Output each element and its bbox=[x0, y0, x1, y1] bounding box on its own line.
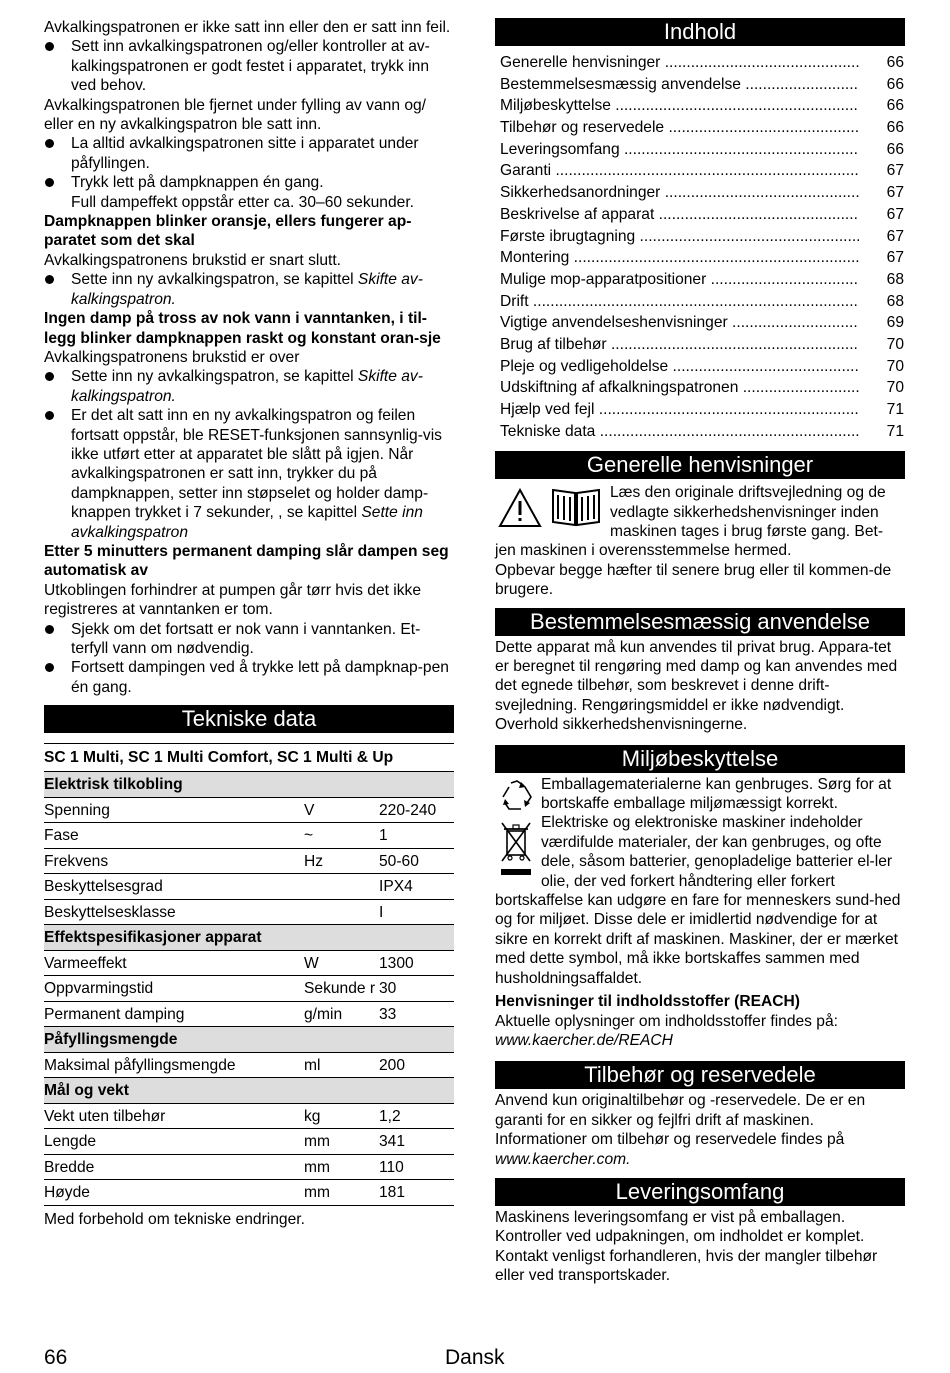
bullet-item bbox=[44, 37, 454, 95]
row-unit: mm bbox=[304, 1184, 330, 1202]
toc-page: 67 bbox=[886, 205, 904, 223]
table-row bbox=[44, 976, 454, 1002]
row-label: Bredde bbox=[44, 1158, 95, 1176]
body-text bbox=[44, 348, 454, 367]
header-label: Påfyllingsmengde bbox=[44, 1031, 178, 1049]
text-span: Fortsett dampingen ved å trykke lett på dampknap-pen én gang. bbox=[71, 659, 449, 696]
toc-entry[interactable] bbox=[495, 226, 905, 248]
tech-data-heading: Tekniske data bbox=[44, 705, 454, 733]
text-span: Utkoblingen forhindrer at pumpen går tørr hvis det ikke registreres at vanntanken er tom. bbox=[44, 581, 422, 619]
bullet-item bbox=[44, 658, 454, 697]
toc-entry[interactable] bbox=[495, 247, 905, 269]
toc-page: 68 bbox=[886, 292, 904, 310]
toc-entry[interactable] bbox=[495, 117, 905, 139]
bullet-item bbox=[44, 173, 454, 192]
toc-entry[interactable] bbox=[495, 204, 905, 226]
general-block bbox=[495, 483, 905, 541]
reach-heading: Henvisninger til indholdsstoffer (REACH) bbox=[495, 993, 800, 1011]
toc-page: 69 bbox=[886, 314, 904, 332]
table-row bbox=[44, 823, 454, 849]
problem-heading bbox=[44, 542, 454, 581]
text-span: La alltid avkalkingspatronen sitte i apparatet under påfyllingen. bbox=[71, 135, 419, 172]
table-row bbox=[44, 1002, 454, 1028]
toc-title: Vigtige anvendelseshenvisninger ..... bbox=[500, 312, 859, 334]
table-row bbox=[44, 1155, 454, 1181]
toc-page: 67 bbox=[886, 184, 904, 202]
toc-entry[interactable] bbox=[495, 269, 905, 291]
header-label: Effektspesifikasjoner apparat bbox=[44, 929, 262, 947]
row-unit: V bbox=[304, 801, 315, 819]
toc-title: Generelle henvisninger ..... bbox=[500, 52, 859, 74]
bullet-item bbox=[44, 620, 454, 659]
toc-heading: Indhold bbox=[495, 18, 905, 46]
row-label: Varmeeffekt bbox=[44, 954, 127, 972]
table-row bbox=[44, 849, 454, 875]
row-label: Maksimal påfyllingsmengde bbox=[44, 1056, 236, 1074]
toc-page: 66 bbox=[886, 119, 904, 137]
toc-page: 66 bbox=[886, 75, 904, 93]
reach-text: Aktuelle oplysninger om indholdsstoffer findes på: bbox=[495, 1012, 838, 1030]
toc-entry[interactable] bbox=[495, 399, 905, 421]
environment-block bbox=[495, 775, 905, 1051]
text-span: Etter 5 minutters permanent damping slår dampen seg automatisk av bbox=[44, 542, 449, 580]
table-row bbox=[44, 900, 454, 926]
row-value: IPX4 bbox=[379, 878, 413, 896]
body-text bbox=[44, 96, 454, 135]
row-value: I bbox=[379, 903, 384, 921]
table-section-header bbox=[44, 925, 454, 951]
text-span: Dampknappen blinker oransje, ellers fungerer ap-paratet som det skal bbox=[44, 213, 412, 250]
row-label: Vekt uten tilbehør bbox=[44, 1107, 166, 1125]
general-text-2: jen maskinen i overensstemmelse hermed. bbox=[495, 542, 792, 560]
reach-link[interactable]: www.kaercher.de/REACH bbox=[495, 1031, 673, 1049]
text-span: Avkalkingspatronen ble fjernet under fylling av vann og/ eller en ny avkalkingspatron ble satt inn. bbox=[44, 96, 427, 134]
body-text bbox=[44, 581, 454, 620]
row-value: 341 bbox=[379, 1133, 406, 1151]
toc-entry[interactable] bbox=[495, 291, 905, 313]
warning-icon bbox=[498, 488, 542, 528]
bullet-item bbox=[44, 134, 454, 173]
intended-use-heading: Bestemmelsesmæssig anvendelse bbox=[495, 608, 905, 636]
indented-text bbox=[44, 193, 454, 212]
table-row bbox=[44, 1180, 454, 1206]
table-row bbox=[44, 1053, 454, 1079]
row-value: 220-240 bbox=[379, 801, 437, 819]
text-span: Er det alt satt inn en ny avkalkingspatron og feilen fortsatt oppstår, ble RESET-funksjonen sannsynlig-vis ikke utført etter at apparatet ble slått på igjen. Når avkalkingspatronen er satt inn, trykker du på dampknappen, setter inn støpselet og holder damp-knappen trykket i 7 sekunder, , se kapittel bbox=[71, 407, 442, 522]
toc-entry[interactable] bbox=[495, 139, 905, 161]
row-unit: ~ bbox=[304, 827, 314, 845]
toc-title: Brug af tilbehør ..... bbox=[500, 334, 859, 356]
footer-language: Dansk bbox=[445, 1346, 505, 1369]
row-value: 1,2 bbox=[379, 1107, 401, 1125]
toc-entry[interactable] bbox=[495, 377, 905, 399]
text-span: Avkalkingspatronens brukstid er snart slutt. bbox=[44, 251, 342, 269]
toc-title: Mulige mop-apparatpositioner ..... bbox=[500, 269, 859, 291]
accessories-link[interactable]: www.kaercher.com. bbox=[495, 1150, 631, 1168]
row-unit bbox=[304, 903, 379, 925]
table-row bbox=[44, 1104, 454, 1130]
toc-entry[interactable] bbox=[495, 74, 905, 96]
row-label: Frekvens bbox=[44, 852, 109, 870]
table-row bbox=[44, 951, 454, 977]
row-value: 30 bbox=[379, 980, 397, 998]
chapter-reference: Sette inn avkalkingspatron bbox=[71, 504, 423, 541]
problem-heading bbox=[44, 212, 454, 251]
toc-page: 71 bbox=[886, 401, 904, 418]
text-span: Ingen damp på tross av nok vann i vanntanken, i til-legg blinker dampknappen raskt og konstant oran-sje bbox=[44, 310, 441, 347]
tech-data-table bbox=[44, 743, 454, 1206]
text-span: Trykk lett på dampknappen én gang. bbox=[71, 174, 324, 192]
table-note: Med forbehold om tekniske endringer. bbox=[44, 1210, 305, 1228]
table-row bbox=[44, 798, 454, 824]
row-unit bbox=[304, 877, 379, 899]
toc-page: 66 bbox=[886, 54, 904, 71]
table-section-header bbox=[44, 1078, 454, 1104]
text-span: Sjekk om det fortsatt er nok vann i vanntanken. Et-terfyll vann om nødvendig. bbox=[71, 620, 421, 657]
toc-entry[interactable] bbox=[495, 52, 905, 74]
bullet-item bbox=[44, 367, 454, 406]
row-unit: kg bbox=[304, 1107, 321, 1125]
toc-title: Udskiftning af afkalkningspatronen ..... bbox=[500, 377, 859, 399]
scope-heading: Leveringsomfang bbox=[495, 1178, 905, 1206]
row-value: 110 bbox=[379, 1158, 404, 1176]
row-value: 1 bbox=[379, 827, 388, 845]
row-unit: Hz bbox=[304, 852, 324, 870]
toc-entry[interactable] bbox=[495, 421, 905, 443]
body-text bbox=[44, 18, 454, 37]
toc-entry[interactable] bbox=[495, 334, 905, 356]
manual-book-icon bbox=[550, 485, 602, 527]
accessories-heading: Tilbehør og reservedele bbox=[495, 1061, 905, 1089]
toc-title: Leveringsomfang ..... bbox=[500, 139, 859, 161]
row-unit: g/min bbox=[304, 1005, 343, 1023]
row-label: Beskyttelsesklasse bbox=[44, 903, 176, 921]
row-unit: Sekunde r bbox=[304, 980, 376, 998]
chapter-reference: Skifte av-kalkingspatron. bbox=[71, 368, 423, 405]
row-label: Permanent damping bbox=[44, 1005, 185, 1023]
toc-entry[interactable] bbox=[495, 356, 905, 378]
toc-page: 66 bbox=[886, 140, 904, 158]
toc-entry[interactable] bbox=[495, 312, 905, 334]
toc-page: 68 bbox=[886, 270, 904, 288]
intended-use-text: Dette apparat må kun anvendes til privat brug. Appara-tet er beregnet til rengøring med damp og kan anvendes med det egnede tilbehør, som beskrevet i denne drift-svejledning. Rengøringsmiddel er ikke nødvendigt. Overhold sikkerhedshenvisningerne. bbox=[495, 638, 898, 734]
text-span: Full dampeffekt oppstår etter ca. 30–60 sekunder. bbox=[71, 193, 414, 211]
toc-page: 71 bbox=[886, 422, 904, 440]
right-column bbox=[495, 18, 905, 1286]
toc-page: 70 bbox=[886, 357, 904, 375]
toc-title: Miljøbeskyttelse ..... bbox=[500, 95, 859, 117]
row-value: 33 bbox=[379, 1005, 397, 1023]
table-of-contents bbox=[495, 52, 905, 442]
toc-page: 66 bbox=[886, 97, 904, 115]
row-value: 1300 bbox=[379, 954, 414, 972]
row-label: Oppvarmingstid bbox=[44, 980, 154, 998]
row-label: Lengde bbox=[44, 1133, 97, 1151]
troubleshooting-text bbox=[44, 18, 454, 697]
left-column bbox=[44, 18, 454, 1229]
toc-title: Drift ..... bbox=[500, 291, 859, 313]
general-heading: Generelle henvisninger bbox=[495, 451, 905, 479]
text-span: Sette inn ny avkalkingspatron, se kapittel bbox=[71, 368, 358, 386]
toc-page: 67 bbox=[886, 227, 904, 245]
text-span: Sette inn ny avkalkingspatron, se kapittel bbox=[71, 271, 358, 289]
page-number: 66 bbox=[44, 1346, 68, 1369]
toc-page: 70 bbox=[886, 335, 904, 353]
row-value: 200 bbox=[379, 1056, 406, 1074]
toc-entry[interactable] bbox=[495, 182, 905, 204]
toc-entry[interactable] bbox=[495, 160, 905, 182]
toc-title: Pleje og vedligeholdelse ..... bbox=[500, 356, 859, 378]
body-text bbox=[44, 251, 454, 270]
table-row bbox=[44, 874, 454, 900]
header-label: Mål og vekt bbox=[44, 1082, 129, 1100]
row-unit: mm bbox=[304, 1133, 330, 1151]
toc-title: Første ibrugtagning ..... bbox=[500, 226, 859, 248]
toc-title: Montering ..... bbox=[500, 247, 859, 269]
toc-title: Hjælp ved fejl ..... bbox=[500, 399, 859, 421]
weee-text-continued: bortskaffelse kan udgøre en fare for menneskers sund-hed og for miljøet. Disse dele er imidlertid nødvendige for at sikre en korrekt drift af maskinen. Maskiner, der er mærket med dette symbol, må ikke bortskaffes sammen med husholdningsaffaldet. bbox=[495, 892, 901, 987]
toc-page: 67 bbox=[886, 162, 904, 180]
row-value: 50-60 bbox=[379, 852, 419, 870]
general-text-1: Læs den originale driftsvejledning og de vedlagte sikkerhedshenvisninger inden maskinen tages i brug første gang. Bet- bbox=[610, 484, 886, 541]
row-unit: mm bbox=[304, 1158, 330, 1176]
toc-title: Tekniske data ..... bbox=[500, 421, 859, 443]
bullet-item bbox=[44, 406, 454, 542]
scope-text: Maskinens leveringsomfang er vist på emballagen. Kontroller ved udpakningen, om indholdet er komplet. Kontakt venligst forhandleren, hvis der mangler tilbehør eller ved transportskader. bbox=[495, 1208, 878, 1285]
table-section-header bbox=[44, 1027, 454, 1053]
general-text-3: Opbevar begge hæfter til senere brug eller til kommen-de brugere. bbox=[495, 561, 892, 599]
table-model-header bbox=[44, 744, 454, 772]
text-span: Sett inn avkalkingspatronen og/eller kontroller at av-kalkingspatronen er godt festet i apparatet, trykk inn ved behov. bbox=[71, 38, 430, 95]
row-unit: ml bbox=[304, 1056, 321, 1074]
environment-heading: Miljøbeskyttelse bbox=[495, 745, 905, 773]
table-row bbox=[44, 1129, 454, 1155]
recycle-text: Emballagematerialerne kan genbruges. Sørg for at bortskaffe emballage miljømæssigt korrekt. bbox=[541, 775, 892, 813]
accessories-text: Anvend kun originaltilbehør og -reservedele. De er en garanti for en sikker og fejlfri drift af maskinen. Informationer om tilbehør og reservedele findes på bbox=[495, 1092, 866, 1149]
bullet-item bbox=[44, 270, 454, 309]
problem-heading bbox=[44, 309, 454, 348]
header-label: SC 1 Multi, SC 1 Multi Comfort, SC 1 Multi & Up bbox=[44, 749, 394, 767]
header-label: Elektrisk tilkobling bbox=[44, 776, 183, 794]
text-span: Avkalkingspatronen er ikke satt inn eller den er satt inn feil. bbox=[44, 19, 451, 36]
toc-title: Tilbehør og reservedele ..... bbox=[500, 117, 859, 139]
toc-title: Garanti ..... bbox=[500, 160, 859, 182]
chapter-reference: Skifte av-kalkingspatron. bbox=[71, 271, 423, 308]
row-unit: W bbox=[304, 954, 319, 972]
row-label: Beskyttelsesgrad bbox=[44, 878, 163, 896]
row-value: 181 bbox=[379, 1184, 406, 1202]
toc-title: Bestemmelsesmæssig anvendelse ..... bbox=[500, 74, 859, 96]
recycle-icon bbox=[499, 779, 535, 813]
table-section-header bbox=[44, 772, 454, 798]
toc-entry[interactable] bbox=[495, 95, 905, 117]
toc-title: Beskrivelse af apparat ..... bbox=[500, 204, 859, 226]
toc-page: 70 bbox=[886, 379, 904, 397]
row-label: Høyde bbox=[44, 1184, 90, 1202]
weee-bin-icon bbox=[498, 819, 534, 879]
weee-text: Elektriske og elektroniske maskiner indeholder værdifulde materialer, der kan genbruges, og ofte dele, såsom batterier, genopladelige batterier el-ler olie, der ved forkert håndtering eller forkert bbox=[541, 814, 893, 890]
row-label: Fase bbox=[44, 827, 79, 845]
row-label: Spenning bbox=[44, 801, 110, 819]
toc-page: 67 bbox=[886, 249, 904, 267]
text-span: Avkalkingspatronens brukstid er over bbox=[44, 348, 300, 366]
toc-title: Sikkerhedsanordninger ..... bbox=[500, 182, 859, 204]
